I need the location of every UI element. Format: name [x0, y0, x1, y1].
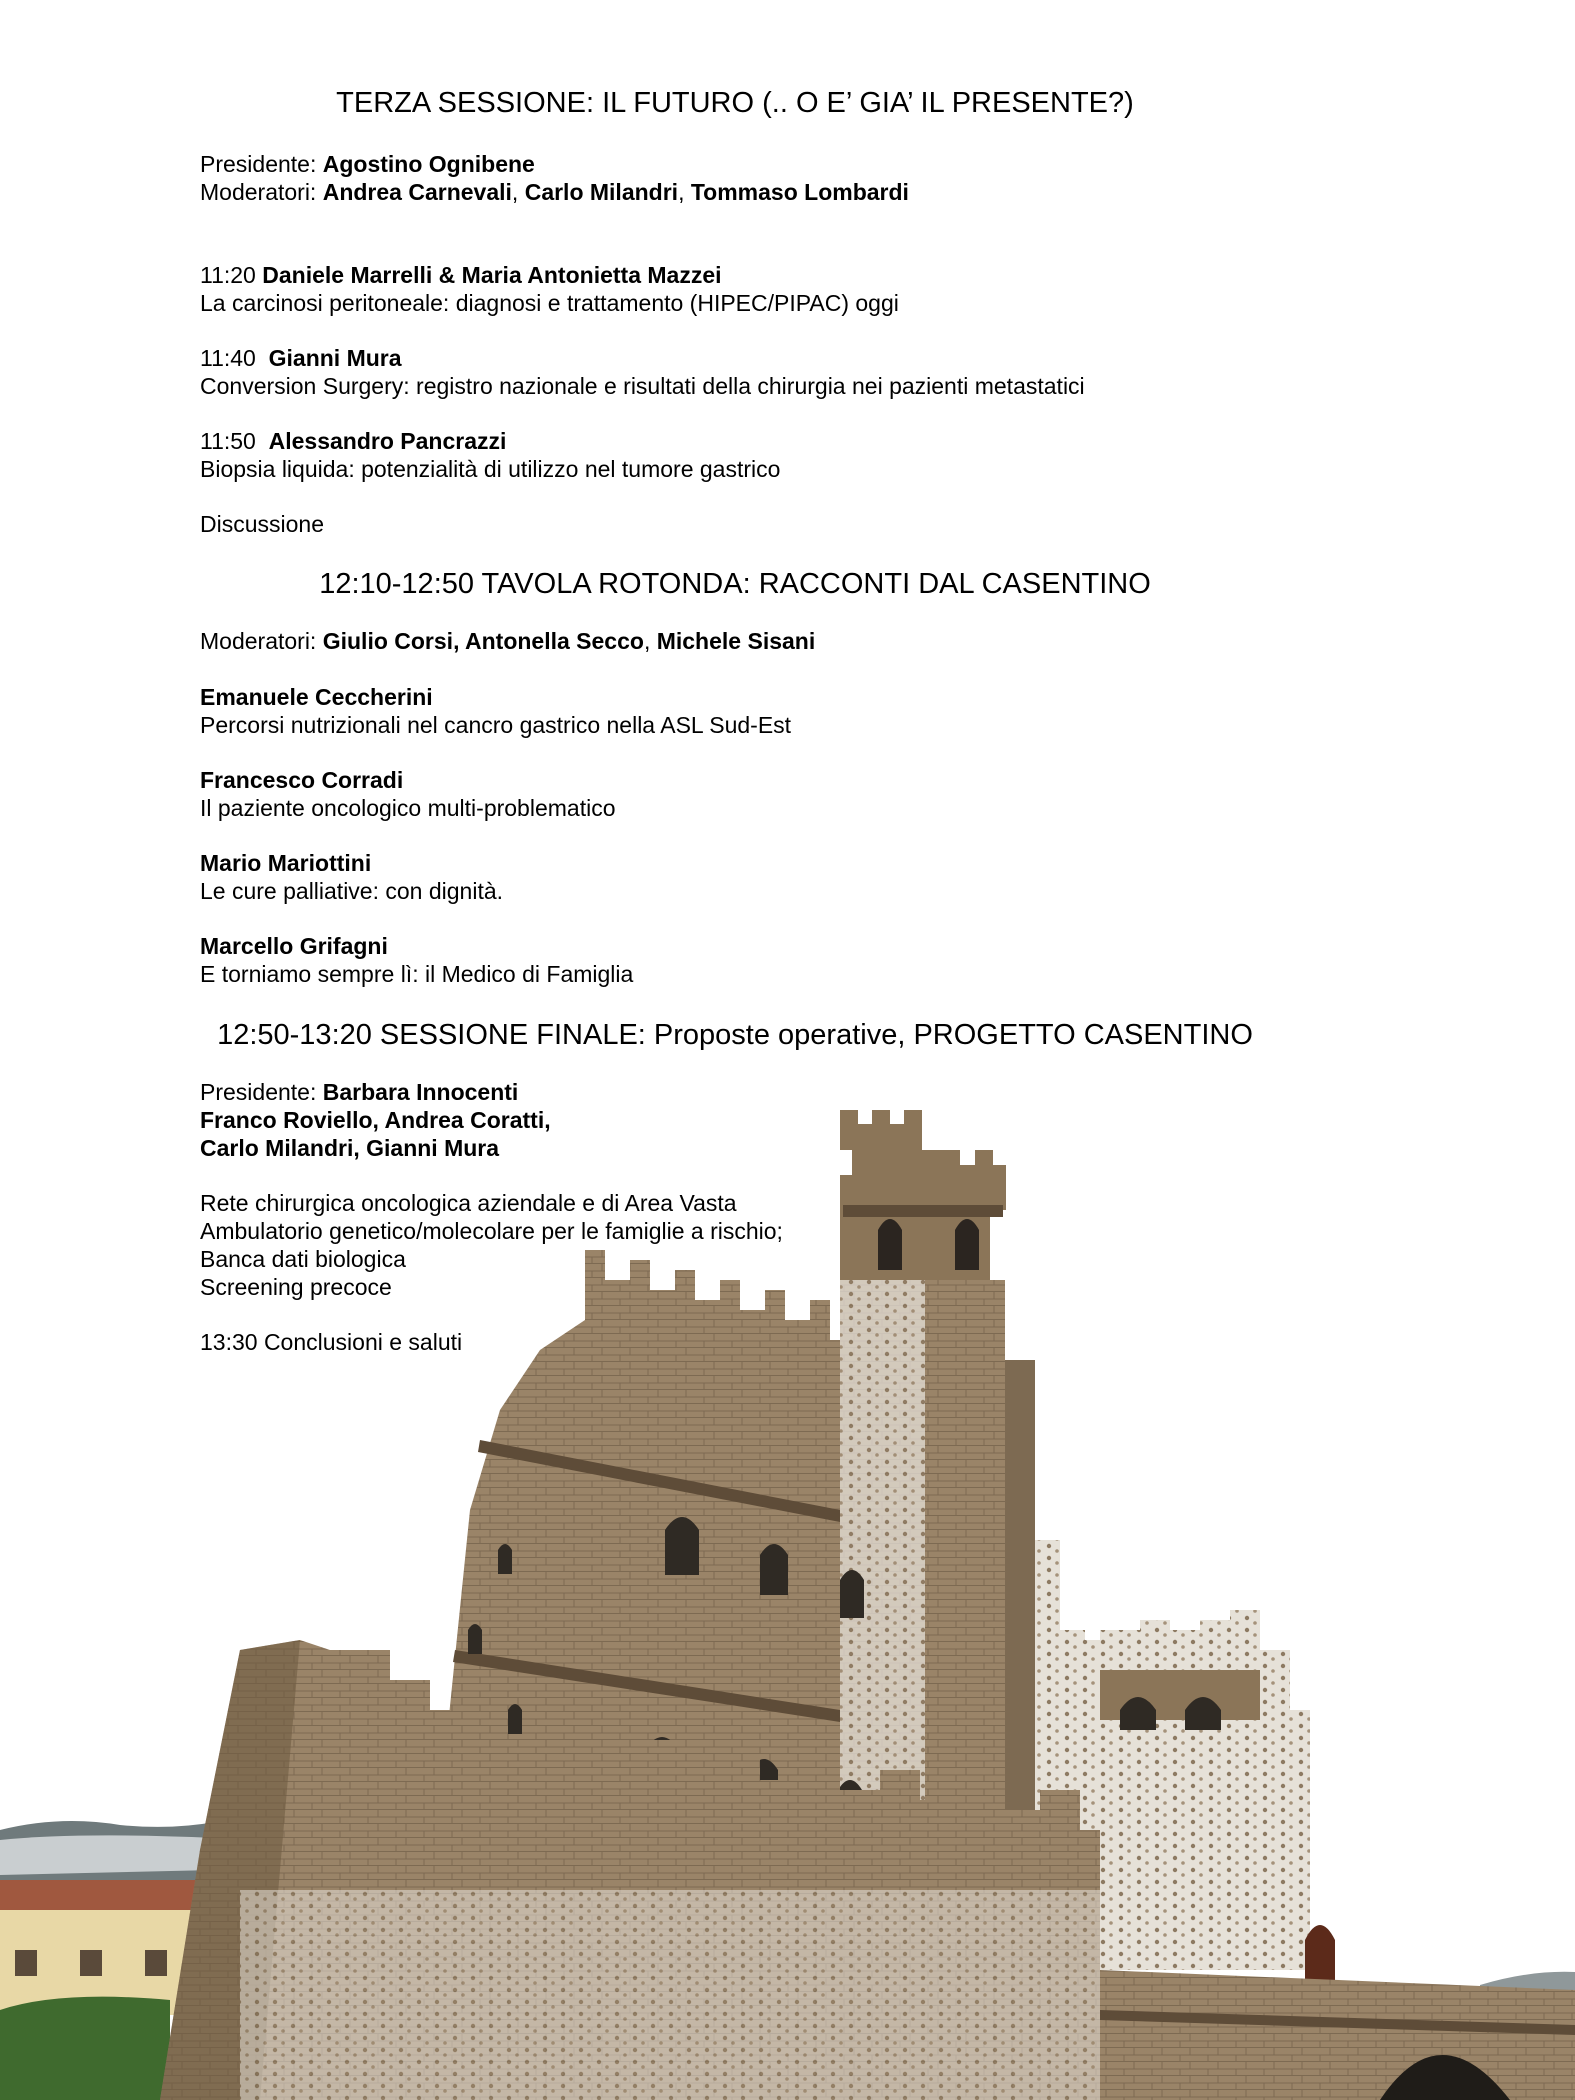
roundtable-item — [200, 849, 503, 905]
talk-title: Percorsi nutrizionali nel cancro gastrico nella ASL Sud-Est — [200, 712, 792, 738]
talk-title: Conversion Surgery: registro nazionale e risultati della chirurgia nei pazienti metastatici — [200, 373, 1085, 399]
moderator-name: Andrea Carnevali — [322, 179, 512, 205]
panel-line: Franco Roviello, Andrea Coratti, — [200, 1107, 551, 1133]
president-name: Barbara Innocenti — [322, 1079, 519, 1105]
moderator-name: Michele Sisani — [656, 628, 816, 654]
talk-item — [200, 261, 899, 317]
president-name: Agostino Ognibene — [322, 151, 535, 177]
panel-line: Carlo Milandri, Gianni Mura — [200, 1135, 500, 1161]
list-item: Banca dati biologica — [200, 1246, 406, 1272]
talk-title: La carcinosi peritoneale: diagnosi e trattamento (HIPEC/PIPAC) oggi — [200, 290, 899, 316]
talk-speaker: Daniele Marrelli & Maria Antonietta Mazzei — [262, 262, 722, 288]
final-items — [200, 1189, 783, 1301]
moderator-name: Carlo Milandri — [524, 179, 679, 205]
moderator-name: Giulio Corsi — [322, 628, 454, 654]
moderator-name: Antonella Secco — [465, 628, 644, 654]
talk-speaker: Marcello Grifagni — [200, 933, 388, 959]
discussion-label: Discussione — [200, 511, 324, 537]
talk-title: Biopsia liquida: potenzialità di utilizzo nel tumore gastrico — [200, 456, 781, 482]
talk-speaker: Gianni Mura — [268, 345, 402, 371]
list-item: Rete chirurgica oncologica aziendale e di Area Vasta — [200, 1190, 737, 1216]
president-label: Presidente: — [200, 1079, 323, 1105]
session3-title: TERZA SESSIONE: IL FUTURO (.. O E’ GIA’ IL PRESENTE?) — [336, 87, 1134, 119]
roundtable-item — [200, 683, 791, 739]
list-item: Screening precoce — [200, 1274, 392, 1300]
final-session-title: 12:50-13:20 SESSIONE FINALE: Proposte operative, PROGETTO CASENTINO — [217, 1019, 1253, 1051]
talk-title: Le cure palliative: con dignità. — [200, 878, 504, 904]
list-item: Ambulatorio genetico/molecolare per le famiglie a rischio; — [200, 1218, 783, 1244]
president-label: Presidente: — [200, 151, 323, 177]
moderators-label: Moderatori: — [200, 628, 323, 654]
talk-time: 11:50 — [200, 428, 256, 454]
talk-time: 11:20 — [200, 262, 256, 288]
talk-speaker: Emanuele Ceccherini — [200, 684, 433, 710]
talk-speaker: Francesco Corradi — [200, 767, 404, 793]
closing-line: 13:30 Conclusioni e saluti — [200, 1329, 463, 1355]
session3-moderators-line: Moderatori: Andrea Carnevali, Carlo Milandri, Tommaso Lombardi — [200, 179, 909, 205]
session3-president-line — [200, 150, 909, 178]
talk-title: Il paziente oncologico multi-problematico — [200, 795, 616, 821]
roundtable-title: 12:10-12:50 TAVOLA ROTONDA: RACCONTI DAL CASENTINO — [319, 568, 1151, 600]
talk-speaker: Mario Mariottini — [200, 850, 372, 876]
talk-title: E torniamo sempre lì: il Medico di Famiglia — [200, 961, 634, 987]
moderator-name: Tommaso Lombardi — [690, 179, 909, 205]
bell-window-icon — [878, 1219, 902, 1270]
talk-time: 11:40 — [200, 345, 256, 371]
roundtable-item — [200, 932, 633, 988]
roundtable-moderators-line: Moderatori: Giulio Corsi, Antonella Secco, Michele Sisani — [200, 628, 816, 654]
talk-item — [200, 427, 780, 483]
roundtable-item — [200, 766, 616, 822]
talk-item — [200, 344, 1085, 400]
talk-speaker: Alessandro Pancrazzi — [268, 428, 507, 454]
moderators-label: Moderatori: — [200, 179, 323, 205]
session3-chairs — [200, 150, 909, 206]
